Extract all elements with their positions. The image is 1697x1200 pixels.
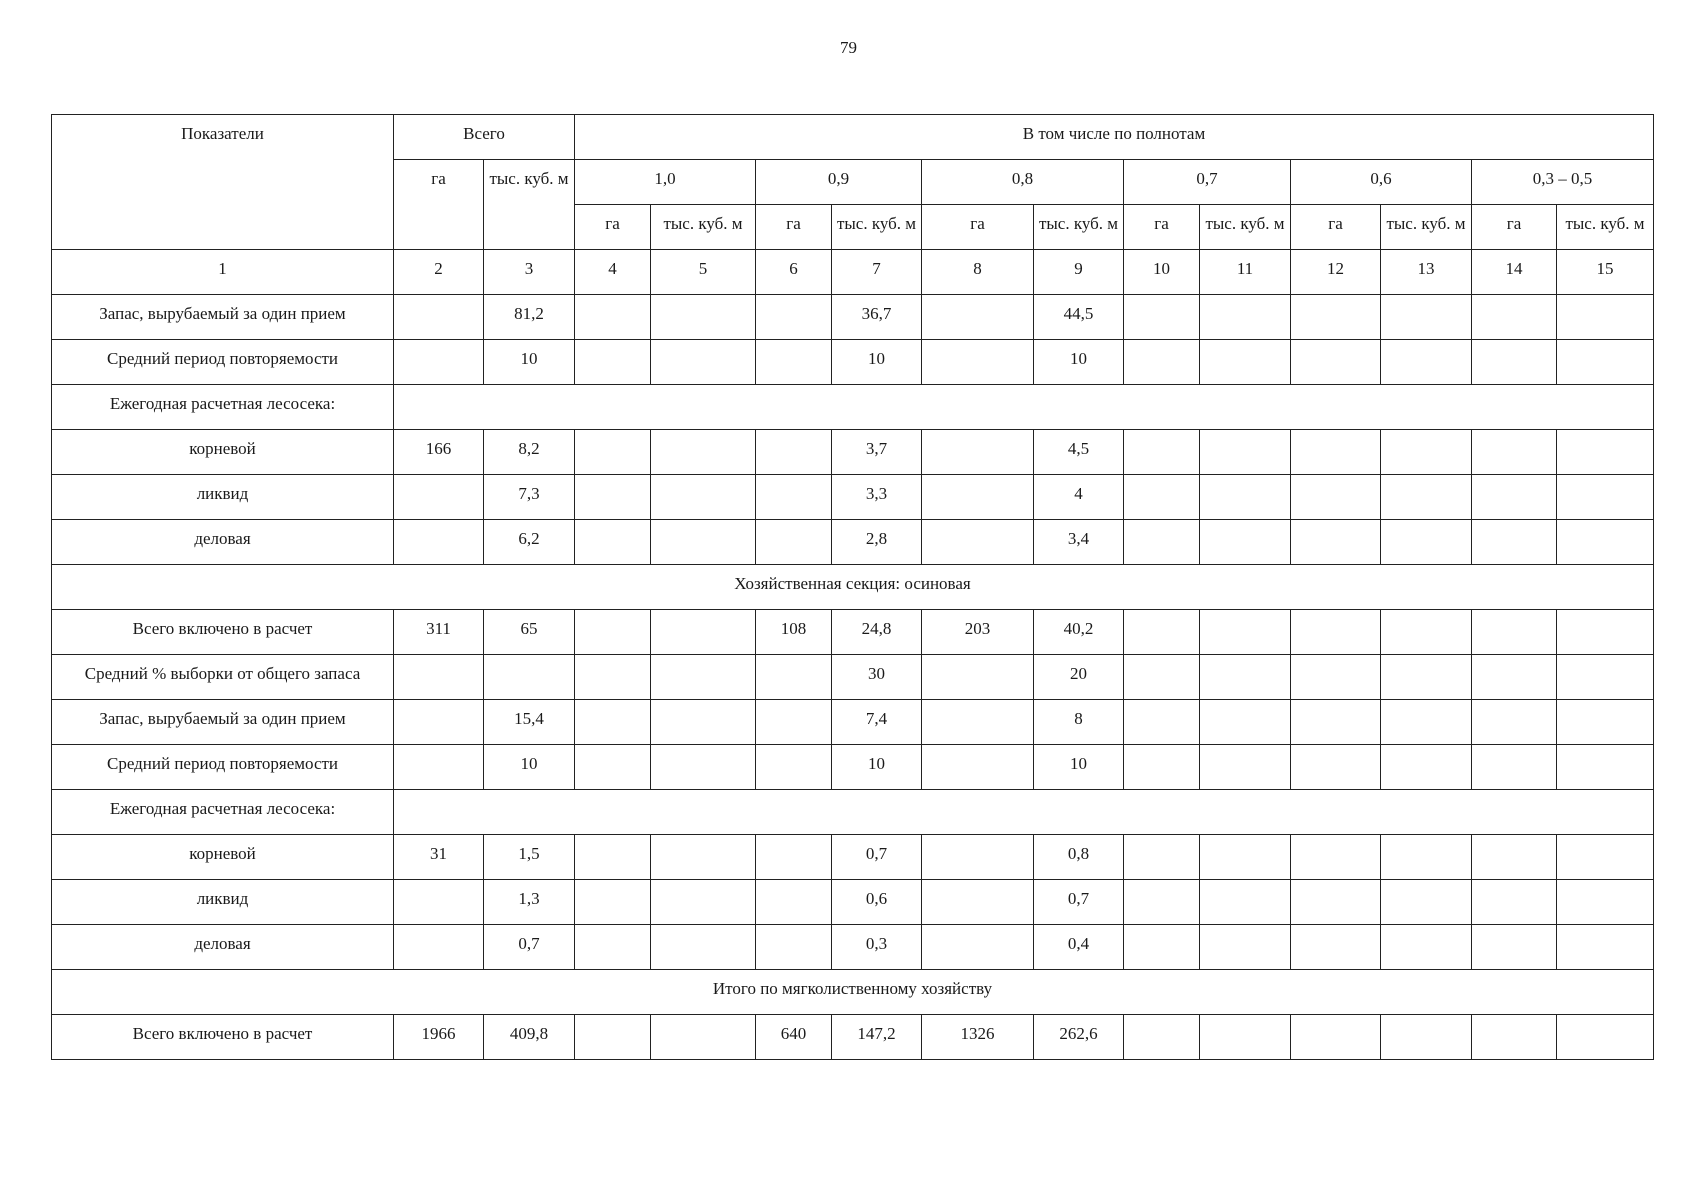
table-cell: 81,2	[484, 295, 575, 340]
table-cell: 10	[832, 340, 922, 385]
table-row	[52, 700, 1654, 745]
table-cell	[1291, 295, 1381, 340]
table-cell	[922, 475, 1034, 520]
table-cell	[756, 880, 832, 925]
table-cell	[575, 700, 651, 745]
table-cell	[1557, 655, 1654, 700]
table-cell	[1200, 700, 1291, 745]
table-cell	[1472, 610, 1557, 655]
header-volume: тыс. куб. м	[1034, 205, 1124, 250]
table-cell	[756, 295, 832, 340]
table-cell	[1557, 430, 1654, 475]
header-density-0-8: 0,8	[922, 160, 1124, 205]
table-cell	[922, 835, 1034, 880]
table-cell	[1200, 340, 1291, 385]
table-cell	[651, 655, 756, 700]
header-total-volume: тыс. куб. м	[484, 160, 575, 250]
header-density-0-6: 0,6	[1291, 160, 1472, 205]
section-row	[52, 970, 1654, 1015]
table-cell: 10	[484, 745, 575, 790]
row-label: Средний период повторяемости	[52, 745, 394, 790]
row-label: корневой	[52, 835, 394, 880]
header-row-1	[52, 115, 1654, 160]
table-cell: 7,3	[484, 475, 575, 520]
table-cell: 203	[922, 610, 1034, 655]
table-cell	[922, 880, 1034, 925]
table-cell	[756, 340, 832, 385]
column-number: 2	[394, 250, 484, 295]
table-cell	[575, 655, 651, 700]
forest-calculation-table	[51, 114, 1654, 1060]
group-heading-filler	[394, 790, 1654, 835]
table-cell: 4	[1034, 475, 1124, 520]
table-cell: 3,3	[832, 475, 922, 520]
table-cell	[1557, 1015, 1654, 1060]
table-cell	[1472, 925, 1557, 970]
table-cell	[1291, 925, 1381, 970]
table-cell	[756, 700, 832, 745]
header-volume: тыс. куб. м	[1200, 205, 1291, 250]
table-cell	[1557, 475, 1654, 520]
table-cell	[1124, 340, 1200, 385]
table-cell	[394, 700, 484, 745]
table-cell	[756, 475, 832, 520]
table-cell	[651, 430, 756, 475]
table-cell	[575, 430, 651, 475]
table-cell	[756, 430, 832, 475]
group-heading: Ежегодная расчетная лесосека:	[52, 385, 394, 430]
table-cell: 0,7	[1034, 880, 1124, 925]
table-cell	[1200, 520, 1291, 565]
table-cell	[484, 655, 575, 700]
table-cell	[922, 340, 1034, 385]
table-row	[52, 1015, 1654, 1060]
table-cell	[394, 655, 484, 700]
header-volume: тыс. куб. м	[832, 205, 922, 250]
table-cell	[575, 1015, 651, 1060]
table-cell: 0,7	[484, 925, 575, 970]
table-cell	[575, 340, 651, 385]
table-cell	[756, 835, 832, 880]
table-cell	[1472, 430, 1557, 475]
table-cell: 4,5	[1034, 430, 1124, 475]
table-cell	[651, 700, 756, 745]
table-row	[52, 745, 1654, 790]
section-title: Итого по мягколиственному хозяйству	[52, 970, 1654, 1015]
group-heading-row	[52, 790, 1654, 835]
table-cell	[1557, 880, 1654, 925]
header-density-0-7: 0,7	[1124, 160, 1291, 205]
table-cell	[575, 295, 651, 340]
table-cell: 108	[756, 610, 832, 655]
table-cell	[1557, 745, 1654, 790]
header-density-0-9: 0,9	[756, 160, 922, 205]
table-cell: 3,7	[832, 430, 922, 475]
table-cell	[394, 475, 484, 520]
table-row	[52, 880, 1654, 925]
table-cell	[1381, 475, 1472, 520]
table-cell	[651, 880, 756, 925]
table-cell	[575, 880, 651, 925]
column-number: 10	[1124, 250, 1200, 295]
table-cell: 640	[756, 1015, 832, 1060]
table-row	[52, 520, 1654, 565]
table-cell	[756, 655, 832, 700]
table-cell	[1557, 610, 1654, 655]
table-row	[52, 295, 1654, 340]
table-cell	[1472, 700, 1557, 745]
row-label: Запас, вырубаемый за один прием	[52, 295, 394, 340]
table-cell	[1557, 925, 1654, 970]
section-title: Хозяйственная секция: осиновая	[52, 565, 1654, 610]
table-cell	[1124, 925, 1200, 970]
table-cell: 1,3	[484, 880, 575, 925]
table-cell	[394, 340, 484, 385]
table-cell	[651, 610, 756, 655]
header-indicators: Показатели	[52, 115, 394, 250]
table-cell	[1200, 475, 1291, 520]
header-ha: га	[1472, 205, 1557, 250]
table-cell	[1291, 835, 1381, 880]
header-by-density: В том числе по полнотам	[575, 115, 1654, 160]
table-cell: 166	[394, 430, 484, 475]
row-label: корневой	[52, 430, 394, 475]
table-cell	[1124, 520, 1200, 565]
table-cell	[1200, 430, 1291, 475]
table-cell	[1381, 835, 1472, 880]
table-cell	[1124, 745, 1200, 790]
column-number-row	[52, 250, 1654, 295]
table-cell	[1472, 340, 1557, 385]
table-cell	[1557, 340, 1654, 385]
table-cell	[756, 925, 832, 970]
table-cell	[1472, 475, 1557, 520]
table-cell	[575, 475, 651, 520]
table-cell	[1200, 880, 1291, 925]
header-ha: га	[1124, 205, 1200, 250]
table-cell	[1472, 880, 1557, 925]
table-row	[52, 610, 1654, 655]
table-cell	[651, 835, 756, 880]
table-cell	[1124, 475, 1200, 520]
column-number: 12	[1291, 250, 1381, 295]
row-label: ликвид	[52, 880, 394, 925]
table-cell	[1200, 835, 1291, 880]
table-cell	[651, 925, 756, 970]
table-cell	[394, 295, 484, 340]
table-cell	[1124, 655, 1200, 700]
table-cell	[922, 700, 1034, 745]
table-cell: 20	[1034, 655, 1124, 700]
table-cell: 8	[1034, 700, 1124, 745]
table-cell	[922, 520, 1034, 565]
table-cell	[1124, 880, 1200, 925]
page-number: 79	[840, 38, 857, 57]
table-cell	[1291, 745, 1381, 790]
table-cell: 1,5	[484, 835, 575, 880]
table-cell	[651, 1015, 756, 1060]
table-cell: 0,6	[832, 880, 922, 925]
table-cell	[1381, 925, 1472, 970]
table-cell	[394, 520, 484, 565]
table-cell	[575, 835, 651, 880]
table-cell	[394, 745, 484, 790]
header-ha: га	[575, 205, 651, 250]
table-row	[52, 475, 1654, 520]
table-cell: 65	[484, 610, 575, 655]
column-number: 11	[1200, 250, 1291, 295]
table-cell	[1472, 655, 1557, 700]
table-cell	[1124, 610, 1200, 655]
table-cell: 0,8	[1034, 835, 1124, 880]
table-cell	[1291, 700, 1381, 745]
column-number: 15	[1557, 250, 1654, 295]
row-label: деловая	[52, 520, 394, 565]
column-number: 1	[52, 250, 394, 295]
column-number: 13	[1381, 250, 1472, 295]
table-cell	[1124, 700, 1200, 745]
header-volume: тыс. куб. м	[1557, 205, 1654, 250]
table-cell: 262,6	[1034, 1015, 1124, 1060]
column-number: 4	[575, 250, 651, 295]
header-ha: га	[756, 205, 832, 250]
table-cell	[1381, 880, 1472, 925]
table-cell: 15,4	[484, 700, 575, 745]
table-cell	[394, 880, 484, 925]
table-cell	[575, 610, 651, 655]
table-cell	[1200, 1015, 1291, 1060]
table-cell	[1291, 520, 1381, 565]
group-heading-filler	[394, 385, 1654, 430]
table-cell	[1472, 835, 1557, 880]
table-cell: 2,8	[832, 520, 922, 565]
table-cell: 0,3	[832, 925, 922, 970]
row-label: деловая	[52, 925, 394, 970]
row-label: Средний период повторяемости	[52, 340, 394, 385]
table-cell	[1557, 295, 1654, 340]
table-cell	[1291, 340, 1381, 385]
table-cell: 44,5	[1034, 295, 1124, 340]
table-cell: 30	[832, 655, 922, 700]
table-cell	[1200, 925, 1291, 970]
header-ha: га	[922, 205, 1034, 250]
table-cell: 147,2	[832, 1015, 922, 1060]
column-number: 6	[756, 250, 832, 295]
row-label: Всего включено в расчет	[52, 1015, 394, 1060]
table-cell: 0,7	[832, 835, 922, 880]
table-cell	[1381, 295, 1472, 340]
table-cell	[1381, 745, 1472, 790]
table-row	[52, 430, 1654, 475]
table-cell: 31	[394, 835, 484, 880]
table-cell	[922, 430, 1034, 475]
row-label: Всего включено в расчет	[52, 610, 394, 655]
table-cell	[1381, 340, 1472, 385]
row-label: Запас, вырубаемый за один прием	[52, 700, 394, 745]
table-cell	[1291, 880, 1381, 925]
table-cell	[1472, 520, 1557, 565]
table-cell	[1291, 610, 1381, 655]
table-cell: 311	[394, 610, 484, 655]
table-cell	[1291, 430, 1381, 475]
table-row	[52, 835, 1654, 880]
column-number: 14	[1472, 250, 1557, 295]
table-cell	[1472, 1015, 1557, 1060]
table-cell	[1557, 835, 1654, 880]
table-cell	[1291, 475, 1381, 520]
table-cell	[1381, 430, 1472, 475]
table-cell: 10	[484, 340, 575, 385]
table-cell	[922, 655, 1034, 700]
table-cell	[922, 925, 1034, 970]
table-cell	[651, 520, 756, 565]
table-cell	[1472, 745, 1557, 790]
table-cell	[1557, 700, 1654, 745]
header-volume: тыс. куб. м	[1381, 205, 1472, 250]
table-cell	[1381, 700, 1472, 745]
table-cell	[575, 520, 651, 565]
header-total-ha: га	[394, 160, 484, 250]
table-cell	[651, 295, 756, 340]
table-row	[52, 925, 1654, 970]
table-cell: 409,8	[484, 1015, 575, 1060]
table-cell	[1200, 745, 1291, 790]
table-cell	[1291, 1015, 1381, 1060]
header-ha: га	[1291, 205, 1381, 250]
table-cell: 1326	[922, 1015, 1034, 1060]
table-cell	[1381, 610, 1472, 655]
header-total: Всего	[394, 115, 575, 160]
table-cell: 6,2	[484, 520, 575, 565]
column-number: 5	[651, 250, 756, 295]
row-label: ликвид	[52, 475, 394, 520]
table-cell: 1966	[394, 1015, 484, 1060]
table-cell	[756, 520, 832, 565]
table-cell: 8,2	[484, 430, 575, 475]
table-cell	[1200, 295, 1291, 340]
table-row	[52, 655, 1654, 700]
table-cell: 0,4	[1034, 925, 1124, 970]
header-density-1-0: 1,0	[575, 160, 756, 205]
table-cell	[1557, 520, 1654, 565]
table-cell	[1291, 655, 1381, 700]
table-cell: 40,2	[1034, 610, 1124, 655]
table-cell	[1124, 835, 1200, 880]
table-cell	[575, 925, 651, 970]
table-cell: 10	[1034, 745, 1124, 790]
group-heading: Ежегодная расчетная лесосека:	[52, 790, 394, 835]
table-cell	[1200, 610, 1291, 655]
table-cell: 36,7	[832, 295, 922, 340]
table-cell	[1381, 655, 1472, 700]
table-cell: 24,8	[832, 610, 922, 655]
table-cell: 10	[1034, 340, 1124, 385]
table-cell	[922, 745, 1034, 790]
table-cell	[651, 340, 756, 385]
column-number: 7	[832, 250, 922, 295]
row-label: Средний % выборки от общего запаса	[52, 655, 394, 700]
group-heading-row	[52, 385, 1654, 430]
table-cell	[394, 925, 484, 970]
table-cell	[756, 745, 832, 790]
table-cell	[1124, 430, 1200, 475]
table-cell	[922, 295, 1034, 340]
table-cell	[1200, 655, 1291, 700]
table-cell: 3,4	[1034, 520, 1124, 565]
column-number: 9	[1034, 250, 1124, 295]
table-cell	[575, 745, 651, 790]
section-row	[52, 565, 1654, 610]
column-number: 8	[922, 250, 1034, 295]
table-cell	[1124, 1015, 1200, 1060]
table-cell	[651, 475, 756, 520]
table-cell	[651, 745, 756, 790]
table-cell: 10	[832, 745, 922, 790]
table-cell: 7,4	[832, 700, 922, 745]
table-cell	[1472, 295, 1557, 340]
header-volume: тыс. куб. м	[651, 205, 756, 250]
table-cell	[1124, 295, 1200, 340]
table-row	[52, 340, 1654, 385]
table-cell	[1381, 1015, 1472, 1060]
header-density-0-3-0-5: 0,3 – 0,5	[1472, 160, 1654, 205]
column-number: 3	[484, 250, 575, 295]
table-cell	[1381, 520, 1472, 565]
